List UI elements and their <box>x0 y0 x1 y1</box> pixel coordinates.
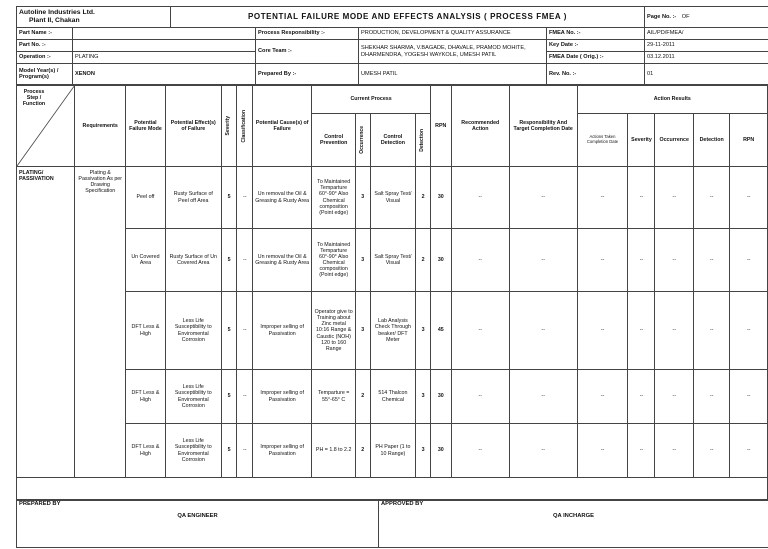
page-number <box>645 7 768 28</box>
approved-by-block <box>379 501 768 548</box>
rpn-header: RPN <box>430 86 451 167</box>
table-row <box>17 424 768 478</box>
prepared-by-footer-label: PREPARED BY <box>19 501 60 507</box>
part-name-value <box>73 28 256 40</box>
failure-mode-cell: DFT Less & High <box>126 424 166 478</box>
ar-severity-cell: -- <box>628 167 655 229</box>
rec-action-cell: -- <box>451 370 509 424</box>
process-step-text: PLATING/ PASSIVATION <box>19 170 54 182</box>
ar-rpn-cell: -- <box>730 424 768 478</box>
ar-detection-cell: -- <box>693 229 729 292</box>
ar-rpn-cell: -- <box>730 370 768 424</box>
occurrence-cell: 3 <box>356 292 371 370</box>
ar-rpn-cell: -- <box>730 229 768 292</box>
resp-cell: -- <box>509 424 577 478</box>
blank-row <box>17 478 768 500</box>
table-row <box>17 167 768 229</box>
effect-cell: Less Life Susceptibility to Enviromental Corrosion <box>165 424 221 478</box>
occurrence-header-label: Occurrence <box>360 126 366 154</box>
prevention-cell: To Maintained Temparture 60°-90° Also Chemical composition (Point edge) <box>312 167 356 229</box>
ar-occurrence-cell: -- <box>655 229 693 292</box>
detection-cell: 2 <box>416 167 431 229</box>
ar-detection-cell: -- <box>693 292 729 370</box>
class-cell: -- <box>237 424 253 478</box>
severity-cell: 5 <box>221 167 237 229</box>
rpn-cell: 30 <box>430 370 451 424</box>
detection-header <box>416 114 431 167</box>
ar-severity-cell: -- <box>628 424 655 478</box>
cause-cell: Improper selling of Passivation <box>253 292 312 370</box>
fmea-header <box>16 6 768 85</box>
occurrence-header <box>356 114 371 167</box>
cause-cell: Improper selling of Passivation <box>253 370 312 424</box>
detection-ctrl-cell: PH Paper (1 to 10 Range) <box>370 424 416 478</box>
occurrence-cell: 2 <box>356 370 371 424</box>
responsibility-header: Responsibility And Target Completion Date <box>509 86 577 167</box>
requirements-text: Plating & Passivation As per Drawing Specification <box>78 170 122 194</box>
rec-action-cell: -- <box>451 292 509 370</box>
company-line-1: Autoline Industries Ltd. <box>19 9 168 17</box>
part-name-label: Part Name :- <box>17 28 73 40</box>
taken-cell: -- <box>577 167 628 229</box>
ar-occurrence-cell: -- <box>655 424 693 478</box>
failure-mode-cell: Peel off <box>126 167 166 229</box>
effect-cell: Less Life Susceptibility to Enviromental Corrosion <box>165 292 221 370</box>
recommended-action-header: Recommended Action <box>451 86 509 167</box>
ar-detection-cell: -- <box>693 370 729 424</box>
detection-ctrl-cell: Salt Spray Test/ Visual <box>370 167 416 229</box>
resp-cell: -- <box>509 167 577 229</box>
signature-block <box>16 500 768 548</box>
table-row <box>17 370 768 424</box>
ar-rpn-cell: -- <box>730 167 768 229</box>
fmea-date-label: FMEA Date ( Orig.) :- <box>547 52 645 64</box>
ar-severity-header: Severity <box>628 114 655 167</box>
actions-taken-header: Actions Taken Completion Date <box>577 114 628 167</box>
process-step-header <box>17 86 75 167</box>
approved-by-label: APPROVED BY <box>381 501 423 507</box>
prevention-cell: PH = 1.8 to 2.2 <box>312 424 356 478</box>
ar-rpn-header: RPN <box>730 114 768 167</box>
ar-detection-cell: -- <box>693 424 729 478</box>
taken-cell: -- <box>577 370 628 424</box>
ar-occurrence-header: Occurrence <box>655 114 693 167</box>
part-no-value <box>73 40 256 52</box>
rpn-cell: 30 <box>430 229 451 292</box>
class-cell: -- <box>237 292 253 370</box>
operation-value: PLATING <box>73 52 256 64</box>
requirements-value <box>75 167 126 478</box>
approved-role: QA INCHARGE <box>381 513 766 520</box>
page-no-value: OF <box>682 14 690 20</box>
taken-cell: -- <box>577 229 628 292</box>
detection-cell: 3 <box>416 370 431 424</box>
prepared-role: QA ENGINEER <box>19 513 376 520</box>
ar-severity-cell: -- <box>628 370 655 424</box>
rec-action-cell: -- <box>451 167 509 229</box>
company-name <box>17 7 171 28</box>
detection-ctrl-cell: Salt Spray Test/ Visual <box>370 229 416 292</box>
detection-cell: 3 <box>416 424 431 478</box>
ar-occurrence-cell: -- <box>655 167 693 229</box>
cause-cell: Un removal the Oil & Greasing & Rusty Area <box>253 229 312 292</box>
model-year-value: XENON <box>73 64 256 85</box>
process-step-label: Process Step / Function <box>20 89 48 107</box>
action-results-header: Action Results <box>577 86 768 114</box>
table-row <box>17 292 768 370</box>
occurrence-cell: 3 <box>356 229 371 292</box>
prepared-by-value: UMESH PATIL <box>359 64 547 85</box>
effect-cell: Rusty Surface of Un Covered Area <box>165 229 221 292</box>
part-no-label: Part No. :- <box>17 40 73 52</box>
effects-header: Potential Effect(s) of Failure <box>165 86 221 167</box>
prepared-by-block <box>17 501 379 548</box>
rpn-cell: 45 <box>430 292 451 370</box>
classification-header <box>237 86 253 167</box>
fmea-date-value: 03.12.2011 <box>645 52 768 64</box>
severity-header-label: Severity <box>226 116 232 135</box>
control-prevention-header: Control Prevention <box>312 114 356 167</box>
failure-mode-cell: DFT Less & High <box>126 370 166 424</box>
process-step-value <box>17 167 75 478</box>
ar-severity-cell: -- <box>628 292 655 370</box>
cause-cell: Improper selling of Passivation <box>253 424 312 478</box>
rec-action-cell: -- <box>451 424 509 478</box>
ar-detection-header: Detection <box>693 114 729 167</box>
occurrence-cell: 3 <box>356 167 371 229</box>
page-no-label: Page No. :- <box>647 14 676 20</box>
resp-cell: -- <box>509 370 577 424</box>
resp-cell: -- <box>509 229 577 292</box>
failure-mode-cell: DFT Less & High <box>126 292 166 370</box>
class-cell: -- <box>237 167 253 229</box>
control-detection-header: Control Detection <box>370 114 416 167</box>
key-date-value: 29-11-2011 <box>645 40 768 52</box>
detection-ctrl-cell: 514 Thalcon Chemical <box>370 370 416 424</box>
prevention-cell: To Maintained Temparture 60°-90° Also Chemical composition (Point edge) <box>312 229 356 292</box>
operation-label: Operation :- <box>17 52 73 64</box>
class-cell: -- <box>237 229 253 292</box>
detection-ctrl-cell: Lab Analysis Check Through beaker/ DFT Meter <box>370 292 416 370</box>
taken-cell: -- <box>577 424 628 478</box>
ar-severity-cell: -- <box>628 229 655 292</box>
model-year-label: Model Year(s) / Program(s) <box>17 64 73 85</box>
resp-cell: -- <box>509 292 577 370</box>
class-cell: -- <box>237 370 253 424</box>
detection-header-label: Detection <box>420 129 426 152</box>
key-date-label: Key Date :- <box>547 40 645 52</box>
document-title: POTENTIAL FAILURE MODE AND EFFECTS ANALYSIS ( PROCESS FMEA ) <box>171 7 645 28</box>
current-process-header: Current Process <box>312 86 431 114</box>
prepared-by-label: Prepared By :- <box>256 64 359 85</box>
ar-rpn-cell: -- <box>730 292 768 370</box>
occurrence-cell: 2 <box>356 424 371 478</box>
cause-cell: Un removal the Oil & Greasing & Rusty Area <box>253 167 312 229</box>
detection-cell: 3 <box>416 292 431 370</box>
ar-occurrence-cell: -- <box>655 370 693 424</box>
ar-detection-cell: -- <box>693 167 729 229</box>
core-team-label: Core Team :- <box>256 40 359 64</box>
rpn-cell: 30 <box>430 424 451 478</box>
effect-cell: Rusty Surface of Peel off Area <box>165 167 221 229</box>
table-row <box>17 229 768 292</box>
core-team-value: SHEKHAR SHARMA, V.BAGADE, DHAVALE, PRAMOD MOHITE, DHARMENDRA, YOGESH WAYKOLE, UMESH PATIL <box>359 40 547 64</box>
detection-cell: 2 <box>416 229 431 292</box>
severity-cell: 5 <box>221 370 237 424</box>
rev-no-value: 01 <box>645 64 768 85</box>
prevention-cell: Operator give to Training about Zinc metal 10:16 Range & Caustic (NOH) 120 to 160 Range <box>312 292 356 370</box>
severity-cell: 5 <box>221 229 237 292</box>
severity-header <box>221 86 237 167</box>
fmea-no-value: AIL/PD/FMEA/ <box>645 28 768 40</box>
fmea-no-label: FMEA No. :- <box>547 28 645 40</box>
failure-mode-header: Potential Failure Mode <box>126 86 166 167</box>
ar-occurrence-cell: -- <box>655 292 693 370</box>
severity-cell: 5 <box>221 424 237 478</box>
severity-cell: 5 <box>221 292 237 370</box>
requirements-header: Requirements <box>75 86 126 167</box>
process-resp-label: Process Responsibility :- <box>256 28 359 40</box>
company-line-2: Plant II, Chakan <box>19 17 168 25</box>
fmea-sheet <box>16 6 768 538</box>
classification-header-label: Classification <box>242 110 248 143</box>
fmea-table <box>16 85 768 500</box>
process-resp-value: PRODUCTION, DEVELOPMENT & QUALITY ASSURANCE <box>359 28 547 40</box>
rec-action-cell: -- <box>451 229 509 292</box>
prevention-cell: Temparture = 55°-65° C <box>312 370 356 424</box>
taken-cell: -- <box>577 292 628 370</box>
failure-mode-cell: Un Covered Area <box>126 229 166 292</box>
effect-cell: Less Life Susceptibility to Enviromental Corrosion <box>165 370 221 424</box>
rev-no-label: Rev. No. :- <box>547 64 645 85</box>
causes-header: Potential Cause(s) of Failure <box>253 86 312 167</box>
rpn-cell: 30 <box>430 167 451 229</box>
blank-cell <box>17 478 768 500</box>
